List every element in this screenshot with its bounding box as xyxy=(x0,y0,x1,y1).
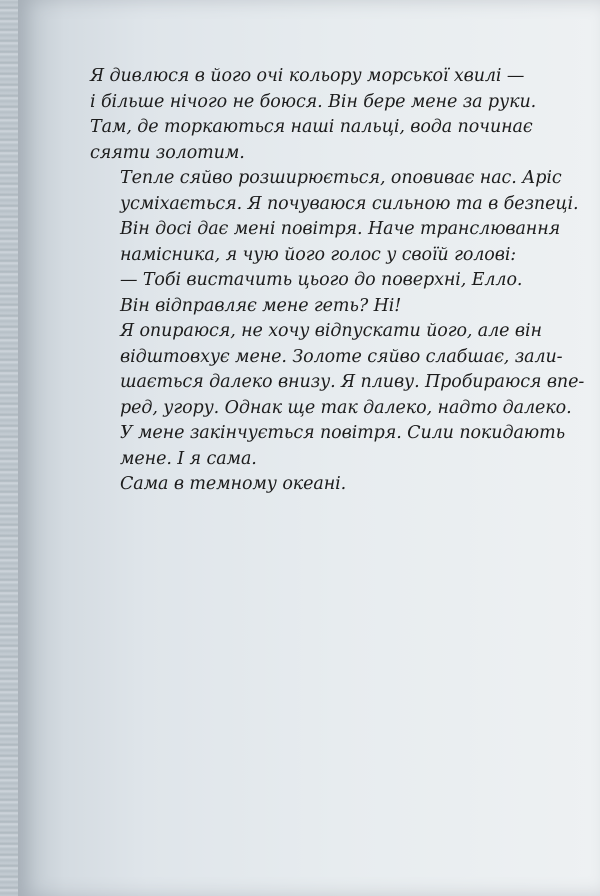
text-line: мене. І я сама. xyxy=(120,448,257,469)
text-line: Я опираюся, не хочу відпускати його, але він xyxy=(120,321,542,341)
book-page-edge xyxy=(0,0,18,896)
paragraph xyxy=(90,472,544,498)
text-line: намісника, я чую його голос у своїй голові: xyxy=(120,244,517,265)
paragraph xyxy=(90,217,561,268)
body-text xyxy=(90,64,585,498)
text-line: Я дивлюся в його очі кольору морської хвилі — xyxy=(90,66,525,86)
text-line: У мене закінчується повітря. Сили покидають xyxy=(120,423,566,443)
text-line: Він відправляє мене геть? Ні! xyxy=(120,295,402,316)
paragraph xyxy=(90,64,544,166)
paragraph xyxy=(90,319,585,472)
text-line: усміхається. Я почуваюся сильною та в безпеці. xyxy=(120,193,579,214)
paragraph xyxy=(90,268,544,294)
paragraph xyxy=(90,294,544,320)
text-line: відштовхує мене. Золоте сяйво слабшає, зали- xyxy=(120,346,563,367)
paragraph xyxy=(90,166,579,217)
text-line: і більше нічого не боюся. Він бере мене за руки. xyxy=(90,91,537,112)
text-line: Там, де торкаються наші пальці, вода починає xyxy=(90,117,533,137)
text-line: ред, угору. Однак ще так далеко, надто далеко. xyxy=(120,397,572,418)
text-line: Тепле сяйво розширюється, оповиває нас. Аріс xyxy=(120,168,562,188)
text-line: — Тобі вистачить цього до поверхні, Елло. xyxy=(120,270,523,290)
text-line: Він досі дає мені повітря. Наче транслювання xyxy=(120,219,561,239)
text-line: сяяти золотим. xyxy=(90,142,245,163)
text-line: шається далеко внизу. Я пливу. Пробираюся впе- xyxy=(120,372,585,392)
text-line: Сама в темному океані. xyxy=(120,474,347,494)
book-page xyxy=(18,0,600,896)
